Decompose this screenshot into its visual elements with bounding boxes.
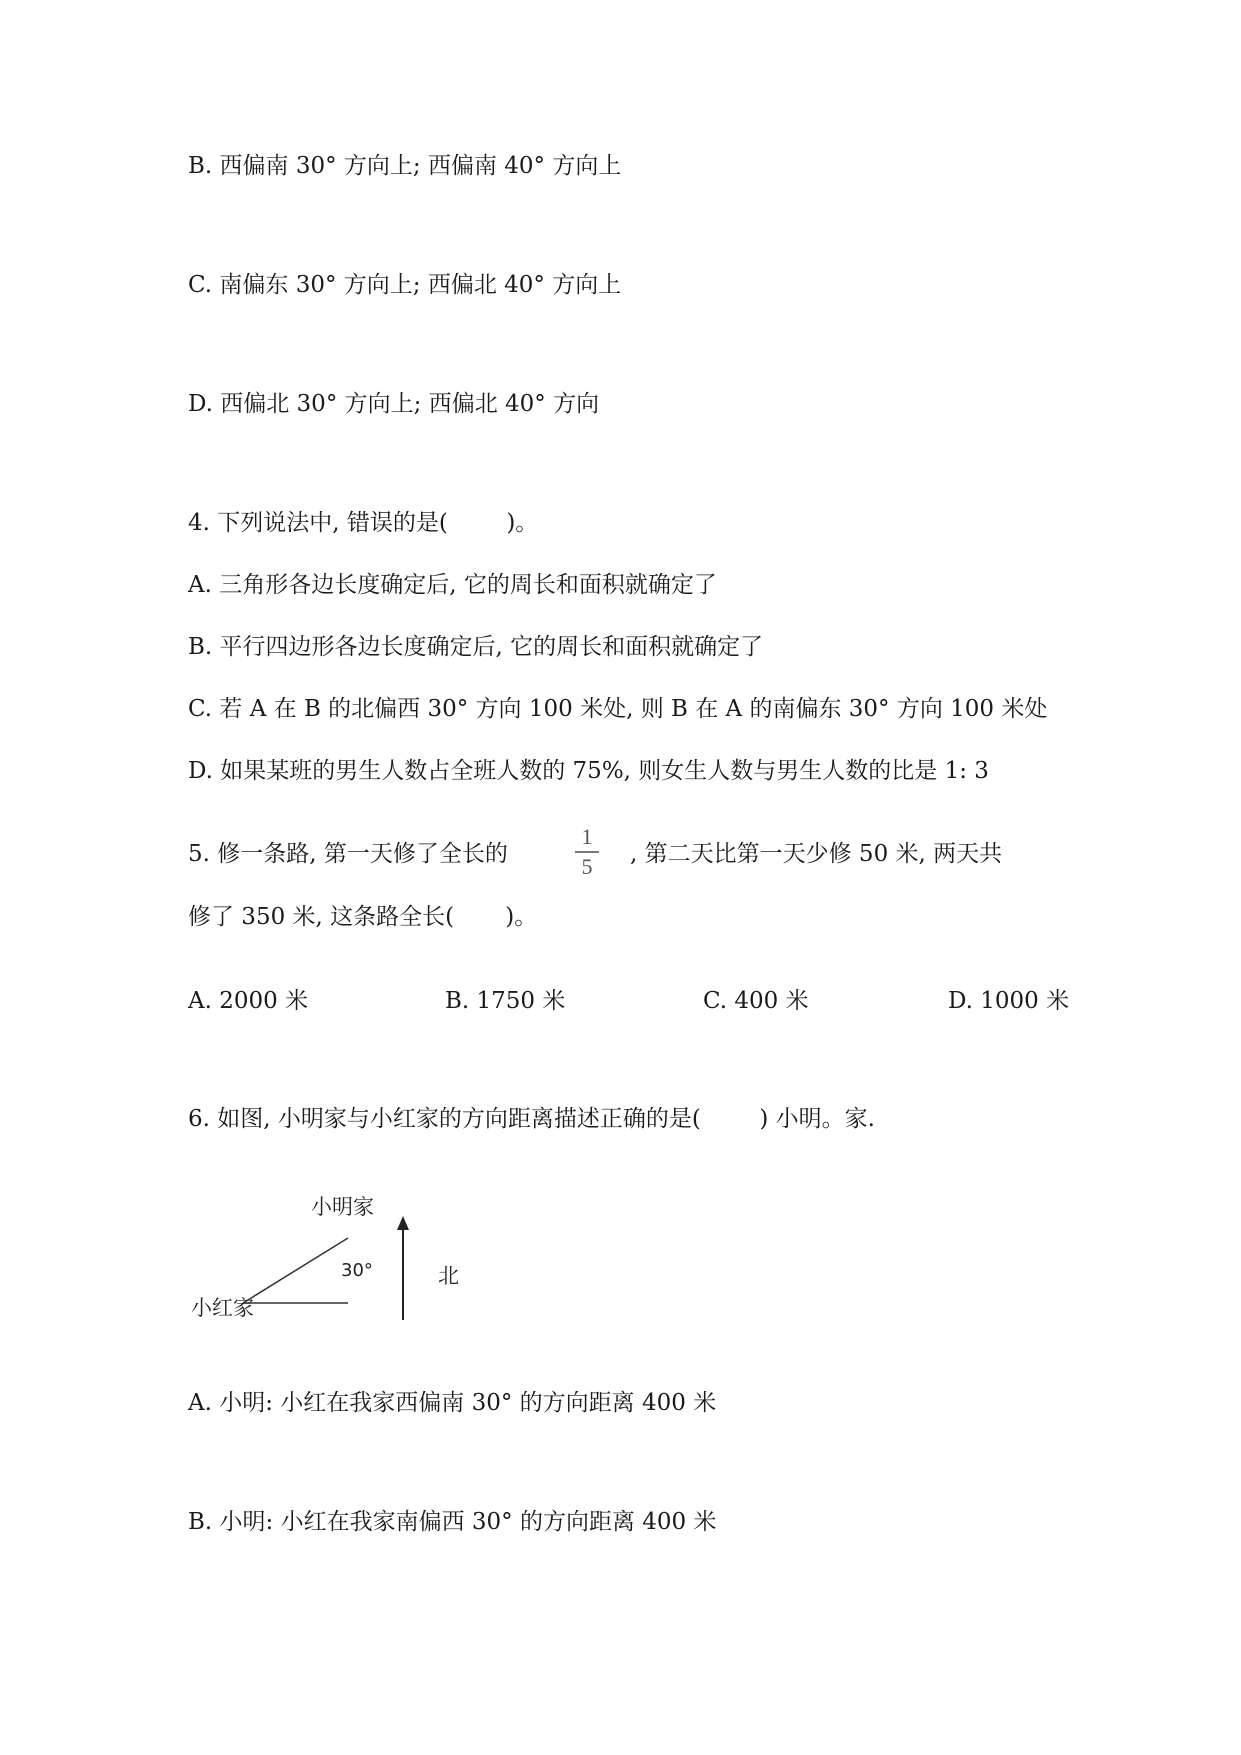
direction-figure xyxy=(183,1180,503,1330)
q3-option-d: D. 西偏北 30° 方向上; 西偏北 40° 方向 xyxy=(188,391,600,417)
q4-stem: 4. 下列说法中, 错误的是( )。 xyxy=(188,510,539,536)
q4-option-a: A. 三角形各边长度确定后, 它的周长和面积就确定了 xyxy=(188,572,717,598)
q5-stem-line2: 修了 350 米, 这条路全长( )。 xyxy=(188,904,538,930)
fraction-denominator: 5 xyxy=(581,854,593,879)
q6-stem: 6. 如图, 小明家与小红家的方向距离描述正确的是( ) 小明。家. xyxy=(188,1106,875,1132)
q5-option-b: B. 1750 米 xyxy=(445,988,566,1014)
q5-stem-part1: 5. 修一条路, 第一天修了全长的 xyxy=(188,841,508,867)
angle-label: 30° xyxy=(341,1260,373,1281)
q4-option-c: C. 若 A 在 B 的北偏西 30° 方向 100 米处, 则 B 在 A 的南偏东 30° 方向 100 米处 xyxy=(188,696,1048,722)
q5-fraction xyxy=(573,824,601,880)
q5-option-c: C. 400 米 xyxy=(703,988,809,1014)
fraction-numerator: 1 xyxy=(581,824,593,849)
north-label: 北 xyxy=(438,1264,459,1288)
q3-option-c: C. 南偏东 30° 方向上; 西偏北 40° 方向上 xyxy=(188,272,622,298)
q5-stem-part2: , 第二天比第一天少修 50 米, 两天共 xyxy=(630,841,1003,867)
north-arrow-head xyxy=(397,1216,409,1230)
q5-option-a: A. 2000 米 xyxy=(188,988,309,1014)
q3-option-b: B. 西偏南 30° 方向上; 西偏南 40° 方向上 xyxy=(188,153,622,179)
xiaoming-home-label: 小明家 xyxy=(311,1195,374,1219)
fraction-bar xyxy=(575,851,599,853)
q6-option-a: A. 小明: 小红在我家西偏南 30° 的方向距离 400 米 xyxy=(188,1390,717,1416)
q6-option-b: B. 小明: 小红在我家南偏西 30° 的方向距离 400 米 xyxy=(188,1509,717,1535)
q4-option-d: D. 如果某班的男生人数占全班人数的 75%, 则女生人数与男生人数的比是 1: 3 xyxy=(188,758,989,784)
q4-option-b: B. 平行四边形各边长度确定后, 它的周长和面积就确定了 xyxy=(188,634,764,660)
xiaohong-home-label: 小红家 xyxy=(191,1296,254,1320)
q5-option-d: D. 1000 米 xyxy=(948,988,1070,1014)
diagonal-line xyxy=(243,1238,348,1303)
